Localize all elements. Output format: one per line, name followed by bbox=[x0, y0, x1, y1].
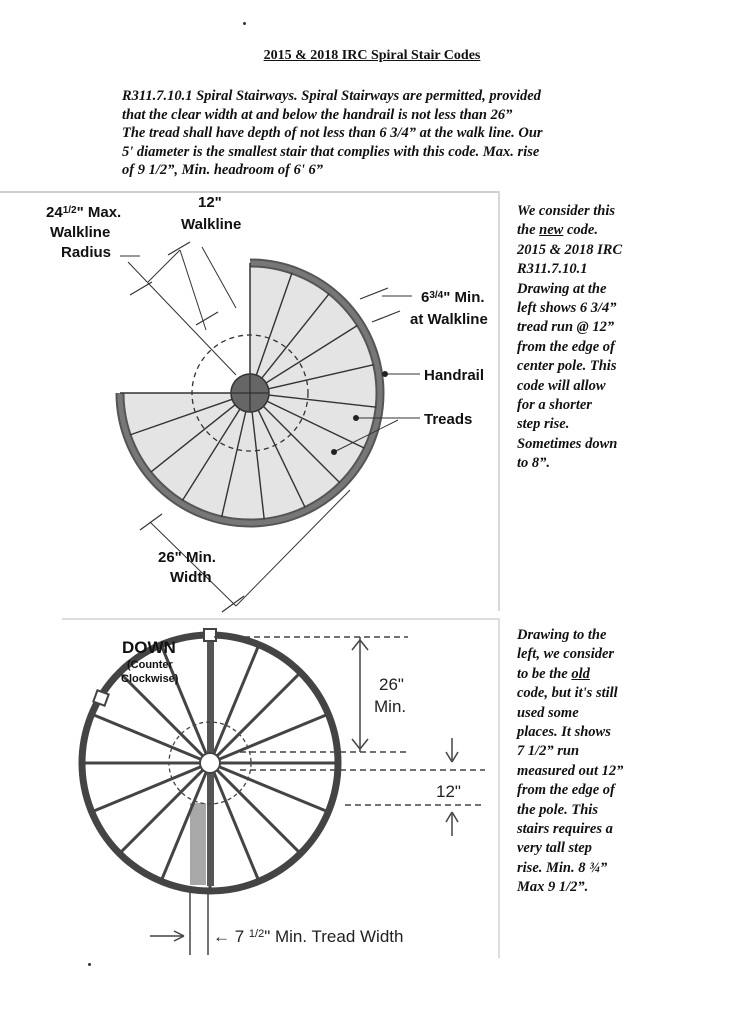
newel-post-top bbox=[204, 629, 216, 641]
note-line: Max 9 1/2”. bbox=[517, 879, 589, 896]
handrail-dot bbox=[382, 371, 388, 377]
note-line: left shows 6 3/4” bbox=[517, 300, 617, 317]
note-text: code. bbox=[563, 222, 598, 239]
scan-edge bbox=[498, 191, 500, 611]
scan-edge bbox=[62, 618, 500, 620]
note-line: tread run @ 12” bbox=[517, 319, 615, 336]
stair-edges bbox=[120, 263, 250, 393]
note-line: places. It shows bbox=[517, 724, 611, 741]
max-radius-walkline-label: Walkline bbox=[50, 224, 111, 241]
note-line: step rise. bbox=[517, 416, 570, 433]
note-line: the pole. This bbox=[517, 801, 598, 818]
at-walkline-label: at Walkline bbox=[410, 311, 488, 328]
dimension-line bbox=[180, 250, 206, 330]
dimension-tick bbox=[360, 288, 388, 299]
arrow-up bbox=[360, 640, 368, 650]
note-line: from the edge of bbox=[517, 338, 615, 355]
note-line: 7 1/2” run bbox=[517, 743, 580, 760]
code-excerpt-line: R311.7.10.1 Spiral Stairways. Spiral Stairways are permitted, provided bbox=[122, 88, 541, 104]
scan-edge bbox=[498, 618, 500, 958]
arrow-down bbox=[352, 739, 360, 749]
treads-dot bbox=[331, 449, 337, 455]
note-line: R311.7.10.1 bbox=[517, 261, 588, 278]
code-excerpt-line: The tread shall have depth of not less than 6 3/4” at the walk line. Our bbox=[122, 125, 543, 141]
scan-edge bbox=[0, 191, 500, 193]
note-line: measured out 12” bbox=[517, 762, 624, 779]
min-26-label: 26" bbox=[379, 675, 404, 694]
dimension-tick bbox=[130, 282, 152, 295]
note-line: code will allow bbox=[517, 377, 606, 394]
min-tread-depth-label: $6^{3/4}$" Min. bbox=[421, 289, 485, 306]
dimension-tick bbox=[168, 242, 190, 255]
note-line: to 8”. bbox=[517, 455, 551, 472]
center-pole bbox=[200, 753, 220, 773]
note-line: very tall step bbox=[517, 840, 592, 857]
arrow-up bbox=[352, 640, 360, 650]
min-26-caption: Min. bbox=[374, 697, 407, 716]
treads-dot bbox=[353, 415, 359, 421]
arrow-up-12 bbox=[452, 812, 458, 822]
min-width-caption: Width bbox=[170, 569, 212, 586]
note-line: Drawing at the bbox=[517, 280, 607, 297]
note-line: We consider this bbox=[517, 203, 616, 219]
emphasis-new: new bbox=[539, 222, 564, 239]
tread-width-label: ← 7 $^{1/2}$" Min. Tread Width bbox=[213, 927, 404, 946]
walkline-12-caption: Walkline bbox=[181, 216, 242, 233]
page-title: 2015 & 2018 IRC Spiral Stair Codes bbox=[263, 48, 481, 63]
note-line: code, but it's still bbox=[517, 685, 618, 702]
note-line: Sometimes down bbox=[517, 435, 618, 452]
dimension-tick bbox=[140, 514, 162, 530]
note-line: center pole. This bbox=[517, 358, 617, 375]
walkline-12-label: 12" bbox=[198, 194, 222, 211]
note-line: from the edge of bbox=[517, 782, 615, 799]
walkline-leader bbox=[202, 247, 236, 308]
dimension-tick bbox=[196, 312, 218, 325]
arrow-down bbox=[360, 739, 368, 749]
dimension-tick bbox=[372, 311, 400, 322]
arrow-up-12 bbox=[446, 812, 452, 822]
arrow-down-12 bbox=[452, 752, 458, 762]
down-label: DOWN bbox=[122, 638, 176, 657]
direction-label: (Counter bbox=[127, 659, 173, 671]
note-text: to be the bbox=[517, 665, 572, 682]
code-excerpt-line: of 9 1/2”, Min. headroom of 6' 6” bbox=[122, 162, 323, 178]
newel-post-left bbox=[93, 690, 108, 705]
dimension-line bbox=[148, 250, 180, 282]
code-excerpt-line: that the clear width at and below the handrail is not less than 26” bbox=[122, 106, 513, 123]
note-line: left, we consider bbox=[517, 646, 615, 663]
dimension-tick bbox=[222, 596, 244, 612]
note-text: the bbox=[517, 222, 540, 239]
old-code-diagram bbox=[62, 618, 500, 958]
treads-label: Treads bbox=[424, 411, 473, 428]
note-line: rise. Min. 8 ¾” bbox=[517, 859, 608, 876]
highlighted-tread bbox=[190, 803, 206, 885]
max-radius-label: $24^{1/2}$" Max. bbox=[46, 204, 122, 221]
note-line: used some bbox=[517, 704, 579, 721]
min-width-label: 26" Min. bbox=[158, 549, 216, 566]
emphasis-old: old bbox=[571, 665, 590, 682]
new-code-diagram bbox=[0, 191, 500, 612]
handrail-label: Handrail bbox=[424, 367, 485, 384]
code-excerpt-line: 5' diameter is the smallest stair that complies with this code. Max. rise bbox=[122, 143, 540, 160]
note-line: for a shorter bbox=[517, 397, 592, 414]
note-line: stairs requires a bbox=[517, 821, 613, 838]
radius-label: Radius bbox=[61, 244, 112, 261]
note-line: Drawing to the bbox=[517, 627, 607, 643]
note-line: 2015 & 2018 IRC bbox=[517, 241, 623, 258]
arrow-down-12 bbox=[446, 752, 452, 762]
walkline-12-label-old: 12" bbox=[436, 782, 461, 801]
direction-label: Clockwise) bbox=[121, 673, 179, 685]
